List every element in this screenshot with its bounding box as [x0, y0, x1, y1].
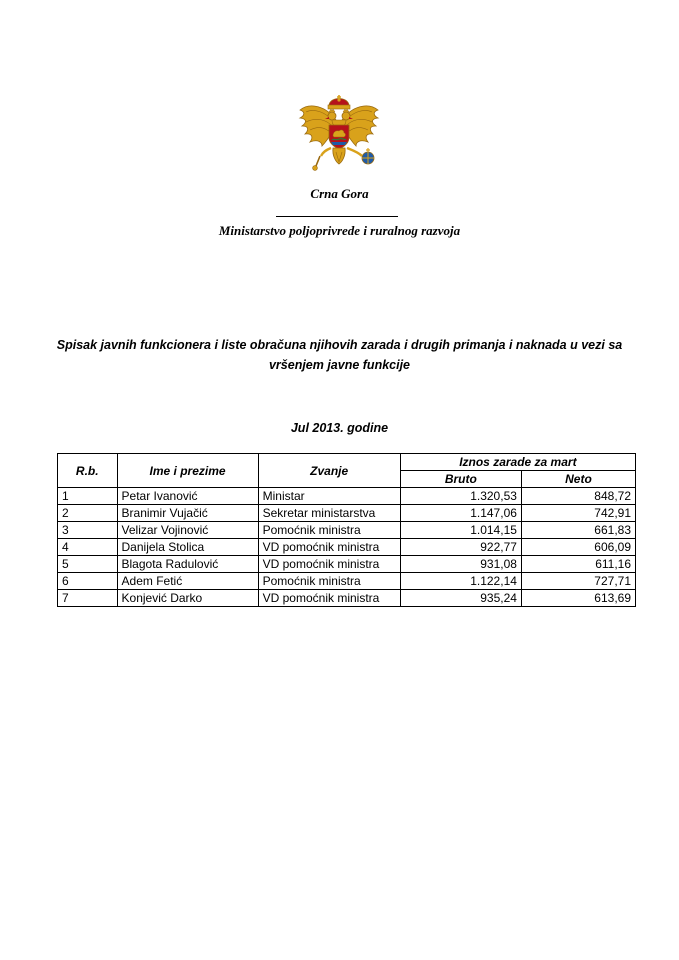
- cell-name: Danijela Stolica: [117, 539, 258, 556]
- montenegro-coat-of-arms-icon: [296, 86, 382, 176]
- cell-rb: 7: [58, 590, 118, 607]
- table-row: [58, 556, 636, 573]
- cell-title: Pomoćnik ministra: [258, 522, 400, 539]
- cell-gross: 1.320,53: [400, 488, 521, 505]
- cell-name: Branimir Vujačić: [117, 505, 258, 522]
- cell-rb: 6: [58, 573, 118, 590]
- col-header-amount: Iznos zarade za mart: [400, 454, 635, 471]
- cell-gross: 935,24: [400, 590, 521, 607]
- cell-net: 613,69: [521, 590, 635, 607]
- cell-net: 606,09: [521, 539, 635, 556]
- cell-name: Petar Ivanović: [117, 488, 258, 505]
- cell-gross: 1.147,06: [400, 505, 521, 522]
- cell-net: 611,16: [521, 556, 635, 573]
- country-name: Crna Gora: [310, 186, 369, 201]
- cell-net: 742,91: [521, 505, 635, 522]
- ministry-name: Ministarstvo poljoprivrede i ruralnog razvoja: [218, 223, 461, 238]
- cell-gross: 1.122,14: [400, 573, 521, 590]
- cell-net: 848,72: [521, 488, 635, 505]
- cell-gross: 1.014,15: [400, 522, 521, 539]
- cell-rb: 3: [58, 522, 118, 539]
- cell-name: Adem Fetić: [117, 573, 258, 590]
- document-title: Spisak javnih funkcionera i liste obračuna njihovih zarada i drugih primanja i naknada u vezi sa vršenjem javne funkcije: [56, 338, 623, 372]
- cell-title: Sekretar ministarstva: [258, 505, 400, 522]
- cell-title: Ministar: [258, 488, 400, 505]
- cell-title: VD pomoćnik ministra: [258, 590, 400, 607]
- cell-name: Konjević Darko: [117, 590, 258, 607]
- table-row: [58, 522, 636, 539]
- cell-net: 727,71: [521, 573, 635, 590]
- cell-gross: 922,77: [400, 539, 521, 556]
- cell-rb: 2: [58, 505, 118, 522]
- col-header-title: Zvanje: [258, 454, 400, 488]
- table-row: [58, 505, 636, 522]
- cell-rb: 4: [58, 539, 118, 556]
- cell-name: Blagota Radulović: [117, 556, 258, 573]
- cell-title: VD pomoćnik ministra: [258, 556, 400, 573]
- cell-title: Pomoćnik ministra: [258, 573, 400, 590]
- cell-name: Velizar Vojinović: [117, 522, 258, 539]
- document-period: Jul 2013. godine: [290, 421, 389, 435]
- table-row: [58, 590, 636, 607]
- col-header-name: Ime i prezime: [117, 454, 258, 488]
- table-row: [58, 488, 636, 505]
- cell-gross: 931,08: [400, 556, 521, 573]
- col-header-gross: Bruto: [400, 471, 521, 488]
- cell-rb: 5: [58, 556, 118, 573]
- col-header-net: Neto: [521, 471, 635, 488]
- col-header-rb: R.b.: [58, 454, 118, 488]
- cell-net: 661,83: [521, 522, 635, 539]
- cell-rb: 1: [58, 488, 118, 505]
- table-row: [58, 539, 636, 556]
- salary-table: [57, 453, 636, 607]
- header-divider: [276, 216, 398, 217]
- cell-title: VD pomoćnik ministra: [258, 539, 400, 556]
- table-row: [58, 573, 636, 590]
